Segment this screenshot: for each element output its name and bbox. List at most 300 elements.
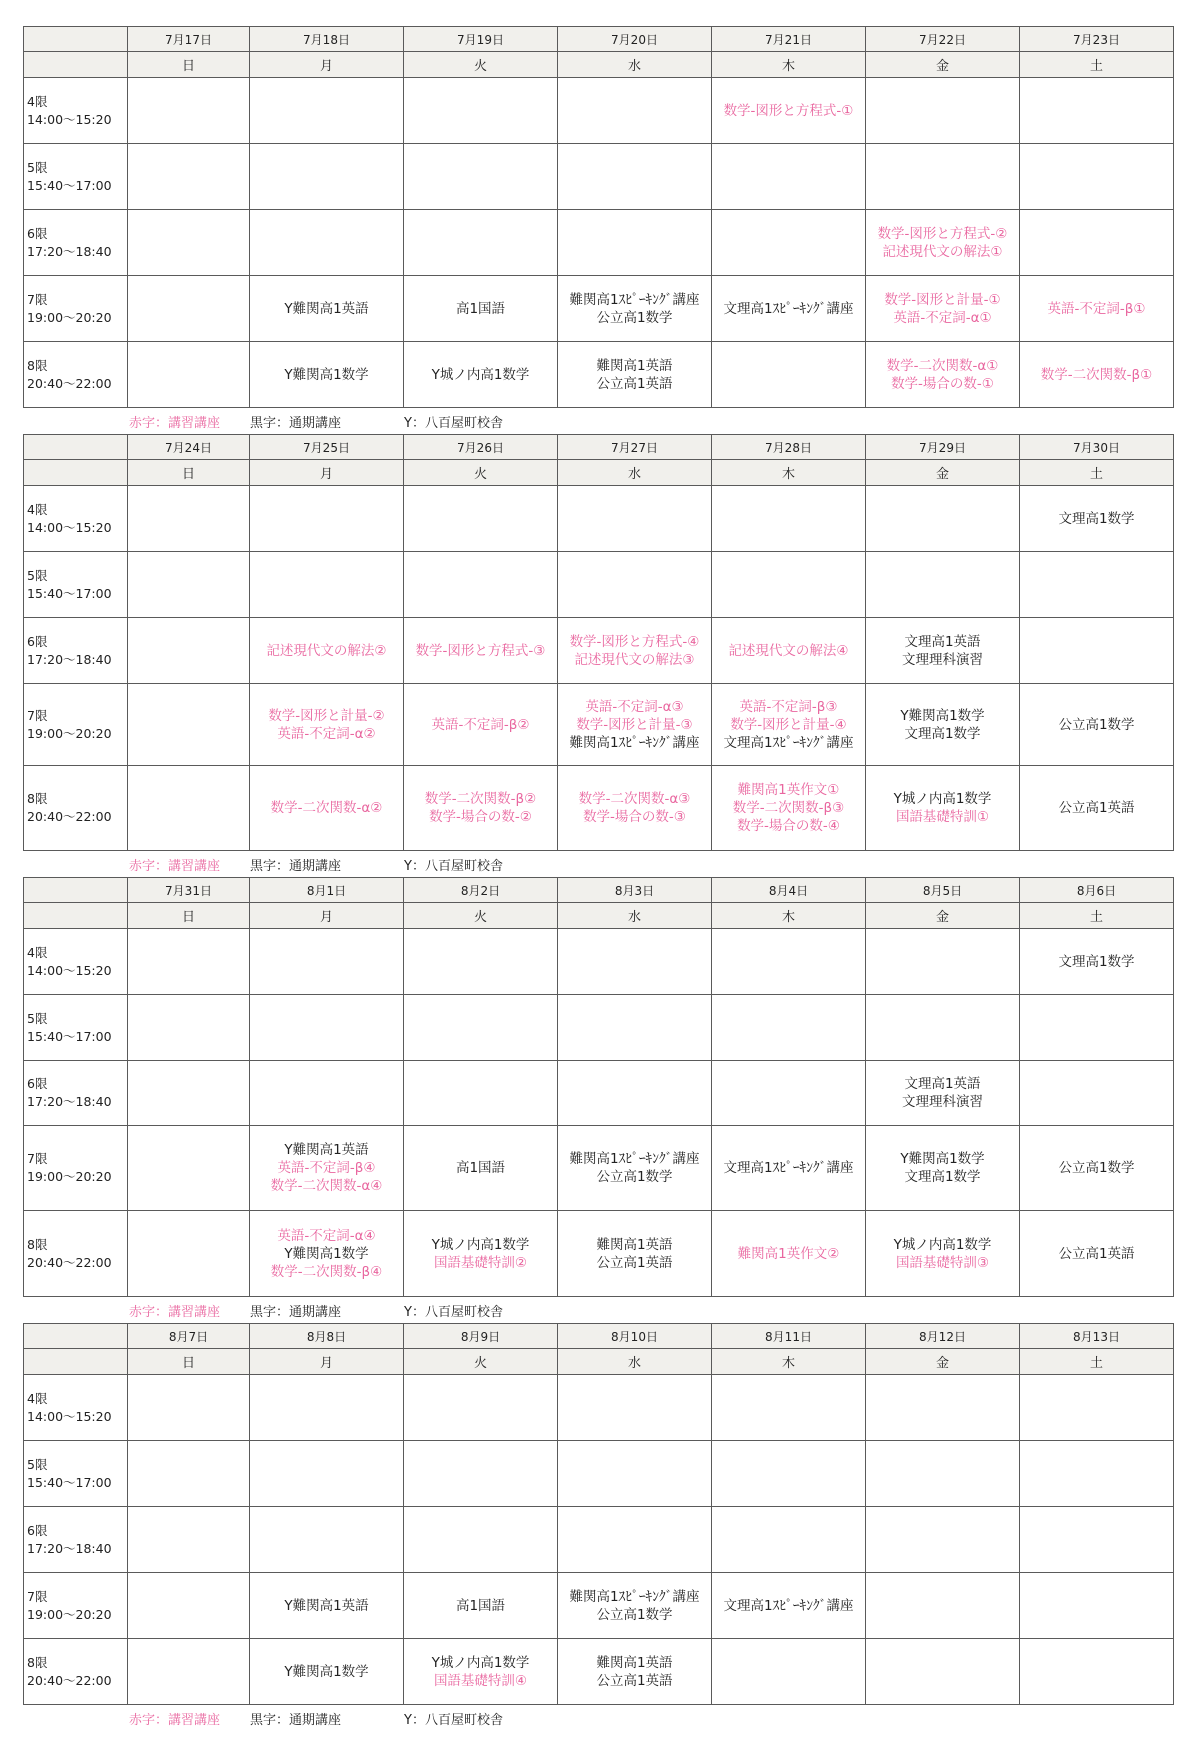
period-row [24, 552, 1174, 618]
period-row [24, 995, 1174, 1061]
schedule-cell [404, 276, 558, 342]
regular-course-entry: 文理高1数学 [904, 725, 981, 742]
lecture-course-entry: 難関高1英作文① [737, 782, 840, 798]
schedule-cell [404, 1211, 558, 1297]
schedule-cell [250, 552, 404, 618]
legend-red-text: 赤字：講習講座 [129, 1713, 221, 1728]
weekday-header: 火 [404, 460, 558, 486]
period-time: 17:20～18:40 [27, 243, 112, 259]
legend-campus: Y：八百屋町校舎 [404, 859, 503, 874]
schedule-cell [1020, 766, 1174, 851]
regular-course-entry: 難関高1英語 [596, 1654, 673, 1671]
date-header-row [24, 27, 1174, 52]
schedule-cell [1020, 144, 1174, 210]
weekday-header: 日 [128, 1349, 250, 1375]
lecture-course-entry: 記述現代文の解法④ [728, 642, 849, 659]
period-name: 4限 [27, 501, 48, 517]
date-header: 7月24日 [128, 435, 250, 460]
weekday-header: 金 [866, 460, 1020, 486]
regular-course-entry: Y城ノ内高1数学 [893, 1236, 992, 1253]
period-time: 19:00～20:20 [27, 1606, 112, 1622]
legend [23, 851, 1173, 877]
regular-course-entry: 文理高1ｽﾋﾟｰｷﾝｸﾞ講座 [723, 1597, 854, 1614]
weekday-header: 火 [404, 903, 558, 929]
period-name: 4限 [27, 1390, 48, 1406]
schedule-cell [866, 929, 1020, 995]
lecture-course-entry: 国語基礎特訓④ [433, 1672, 528, 1689]
regular-course-entry: Y城ノ内高1数学 [893, 791, 992, 807]
schedule-cell [558, 1061, 712, 1126]
schedule-cell [1020, 618, 1174, 684]
corner-cell [24, 52, 128, 78]
schedule-cell [250, 1639, 404, 1705]
schedule-cell [712, 1507, 866, 1573]
period-row [24, 210, 1174, 276]
regular-course-entry: 文理理科演習 [902, 651, 983, 668]
lecture-course-entry: 数学-二次関数-α④ [270, 1178, 383, 1194]
period-label [24, 1375, 128, 1441]
lecture-course-entry: 難関高1英作文② [737, 1245, 840, 1262]
period-label [24, 1441, 128, 1507]
schedule-cell [866, 552, 1020, 618]
schedule-cell [866, 766, 1020, 851]
schedule-cell [712, 1375, 866, 1441]
schedule-cell [558, 1507, 712, 1573]
lecture-course-entry: 数学-図形と計量-③ [576, 716, 693, 733]
schedule-cell [712, 486, 866, 552]
timetable-week-block [23, 26, 1173, 434]
schedule-cell [712, 929, 866, 995]
schedule-cell [712, 995, 866, 1061]
period-label [24, 552, 128, 618]
schedule-cell [712, 1211, 866, 1297]
date-header: 7月25日 [250, 435, 404, 460]
legend-black-text: 黒字：通期講座 [250, 859, 342, 874]
regular-course-entry: 高1国語 [455, 300, 506, 317]
schedule-cell [1020, 1573, 1174, 1639]
schedule-cell [1020, 1126, 1174, 1211]
weekday-header: 金 [866, 1349, 1020, 1375]
regular-course-entry: Y難関高1数学 [284, 1663, 369, 1680]
period-label [24, 1507, 128, 1573]
schedule-cell [1020, 929, 1174, 995]
schedule-cell [128, 1211, 250, 1297]
date-header: 8月10日 [558, 1324, 712, 1349]
timetable-week-block [23, 1323, 1173, 1731]
schedule-cell [558, 486, 712, 552]
corner-cell [24, 1324, 128, 1349]
schedule-cell [128, 342, 250, 408]
schedule-cell [404, 1441, 558, 1507]
regular-course-entry: 公立高1数学 [596, 1169, 673, 1185]
period-time: 19:00～20:20 [27, 309, 112, 325]
schedule-cell [404, 618, 558, 684]
schedule-cell [250, 684, 404, 766]
regular-course-entry: 高1国語 [455, 1597, 506, 1614]
schedule-cell [866, 1211, 1020, 1297]
schedule-cell [404, 210, 558, 276]
schedule-cell [128, 1061, 250, 1126]
schedule-cell [866, 486, 1020, 552]
schedule-cell [1020, 342, 1174, 408]
schedule-cell [128, 766, 250, 851]
period-time: 15:40～17:00 [27, 177, 112, 193]
regular-course-entry: 公立高1英語 [596, 375, 673, 392]
schedule-cell [404, 1126, 558, 1211]
weekday-header: 土 [1020, 52, 1174, 78]
schedule-cell [128, 995, 250, 1061]
regular-course-entry: 文理高1ｽﾋﾟｰｷﾝｸﾞ講座 [723, 1160, 854, 1176]
period-row [24, 618, 1174, 684]
lecture-course-entry: 英語-不定詞-β② [431, 716, 530, 733]
schedule-cell [250, 1507, 404, 1573]
lecture-course-entry: 数学-二次関数-α① [886, 357, 999, 374]
schedule-cell [250, 929, 404, 995]
period-row [24, 1507, 1174, 1573]
weekday-header: 土 [1020, 903, 1174, 929]
schedule-cell [558, 1211, 712, 1297]
regular-course-entry: Y難関高1数学 [284, 1245, 369, 1262]
period-row [24, 1573, 1174, 1639]
regular-course-entry: 公立高1数学 [1058, 1160, 1135, 1176]
legend [23, 408, 1173, 434]
schedule-cell [404, 78, 558, 144]
schedule-cell [250, 276, 404, 342]
period-name: 8限 [27, 791, 48, 806]
schedule-cell [866, 1507, 1020, 1573]
schedule-cell [404, 684, 558, 766]
schedule-cell [250, 766, 404, 851]
schedule-cell [250, 342, 404, 408]
schedule-cell [404, 1507, 558, 1573]
lecture-course-entry: 数学-場合の数-④ [737, 818, 840, 834]
schedule-cell [866, 144, 1020, 210]
date-header: 8月5日 [866, 878, 1020, 903]
period-label [24, 144, 128, 210]
schedule-cell [558, 618, 712, 684]
lecture-course-entry: 数学-図形と計量-② [268, 707, 385, 724]
weekday-header: 水 [558, 1349, 712, 1375]
period-label [24, 1126, 128, 1211]
regular-course-entry: 難関高1ｽﾋﾟｰｷﾝｸﾞ講座 [569, 291, 700, 308]
period-time: 14:00～15:20 [27, 962, 112, 978]
lecture-course-entry: 数学-図形と計量-① [884, 291, 1001, 308]
weekday-header: 日 [128, 460, 250, 486]
regular-course-entry: Y難関高1数学 [900, 1151, 985, 1167]
lecture-course-entry: 数学-二次関数-β① [1040, 366, 1153, 383]
weekday-header-row [24, 903, 1174, 929]
period-row [24, 1441, 1174, 1507]
schedule-cell [404, 1639, 558, 1705]
schedule-cell [866, 342, 1020, 408]
schedule-cell [712, 210, 866, 276]
legend-black-text: 黒字：通期講座 [250, 416, 342, 431]
date-header-row [24, 435, 1174, 460]
lecture-course-entry: 数学-図形と計量-④ [730, 716, 847, 733]
schedule-cell [1020, 684, 1174, 766]
date-header: 8月4日 [712, 878, 866, 903]
date-header: 8月7日 [128, 1324, 250, 1349]
schedule-cell [866, 276, 1020, 342]
weekday-header: 木 [712, 460, 866, 486]
schedule-cell [250, 144, 404, 210]
period-name: 5限 [27, 1456, 48, 1472]
schedule-cell [128, 1507, 250, 1573]
timetable-week-block [23, 877, 1173, 1323]
schedule-cell [712, 144, 866, 210]
schedule-cell [712, 78, 866, 144]
schedule-cell [404, 995, 558, 1061]
period-name: 6限 [27, 633, 48, 649]
schedule-cell [128, 684, 250, 766]
regular-course-entry: 公立高1数学 [596, 1606, 673, 1623]
schedule-cell [558, 78, 712, 144]
regular-course-entry: 公立高1英語 [596, 1254, 673, 1271]
schedule-cell [1020, 1639, 1174, 1705]
schedule-cell [404, 486, 558, 552]
schedule-cell [1020, 995, 1174, 1061]
lecture-course-entry: 記述現代文の解法① [882, 243, 1003, 260]
schedule-cell [712, 1061, 866, 1126]
schedule-cell [712, 1126, 866, 1211]
period-row [24, 144, 1174, 210]
period-name: 8限 [27, 357, 48, 373]
schedule-cell [128, 210, 250, 276]
schedule-cell [1020, 1061, 1174, 1126]
schedule-cell [558, 1126, 712, 1211]
schedule-cell [1020, 486, 1174, 552]
period-label [24, 210, 128, 276]
regular-course-entry: Y城ノ内高1数学 [431, 1236, 530, 1253]
period-name: 4限 [27, 93, 48, 109]
regular-course-entry: Y難関高1数学 [900, 707, 985, 724]
schedule-cell [712, 1639, 866, 1705]
regular-course-entry: Y城ノ内高1数学 [431, 1654, 530, 1671]
schedule-cell [128, 552, 250, 618]
period-row [24, 684, 1174, 766]
schedule-cell [712, 1441, 866, 1507]
regular-course-entry: 難関高1ｽﾋﾟｰｷﾝｸﾞ講座 [569, 734, 700, 751]
period-name: 6限 [27, 225, 48, 241]
period-label [24, 1061, 128, 1126]
period-label [24, 929, 128, 995]
schedule-cell [128, 618, 250, 684]
legend-campus: Y：八百屋町校舎 [404, 1713, 503, 1728]
regular-course-entry: 難関高1英語 [596, 1236, 673, 1253]
lecture-course-entry: 英語-不定詞-α② [277, 725, 376, 742]
period-label [24, 684, 128, 766]
period-name: 7限 [27, 291, 48, 307]
period-time: 20:40～22:00 [27, 1672, 112, 1688]
period-row [24, 342, 1174, 408]
regular-course-entry: Y難関高1英語 [284, 300, 369, 317]
schedule-cell [866, 1441, 1020, 1507]
weekday-header: 日 [128, 903, 250, 929]
schedule-cell [250, 78, 404, 144]
period-time: 14:00～15:20 [27, 519, 112, 535]
period-name: 7限 [27, 1588, 48, 1604]
period-label [24, 486, 128, 552]
schedule-cell [128, 1441, 250, 1507]
weekday-header: 木 [712, 903, 866, 929]
weekday-header: 月 [250, 903, 404, 929]
schedule-cell [558, 1639, 712, 1705]
schedule-cell [712, 618, 866, 684]
date-header: 7月17日 [128, 27, 250, 52]
schedule-cell [128, 1126, 250, 1211]
schedule-table [23, 434, 1174, 851]
weekday-header: 木 [712, 1349, 866, 1375]
lecture-course-entry: 記述現代文の解法② [266, 642, 387, 659]
schedule-cell [558, 552, 712, 618]
schedule-cell [128, 276, 250, 342]
lecture-course-entry: 数学-二次関数-α② [270, 800, 383, 816]
period-time: 19:00～20:20 [27, 725, 112, 741]
lecture-course-entry: 記述現代文の解法③ [574, 651, 695, 668]
date-header: 8月1日 [250, 878, 404, 903]
weekday-header: 月 [250, 1349, 404, 1375]
schedule-cell [404, 1573, 558, 1639]
legend-red-text: 赤字：講習講座 [129, 859, 221, 874]
period-name: 5限 [27, 1010, 48, 1026]
period-name: 7限 [27, 1151, 48, 1166]
schedule-cell [250, 1441, 404, 1507]
summer-timetable [23, 26, 1173, 1731]
legend-campus: Y：八百屋町校舎 [404, 416, 503, 431]
weekday-header: 金 [866, 903, 1020, 929]
regular-course-entry: 難関高1ｽﾋﾟｰｷﾝｸﾞ講座 [569, 1151, 700, 1167]
schedule-cell [128, 929, 250, 995]
period-label [24, 766, 128, 851]
schedule-cell [250, 1061, 404, 1126]
date-header-row [24, 1324, 1174, 1349]
period-row [24, 1639, 1174, 1705]
date-header: 7月22日 [866, 27, 1020, 52]
schedule-table [23, 26, 1174, 408]
date-header: 8月8日 [250, 1324, 404, 1349]
regular-course-entry: 文理高1数学 [1058, 510, 1135, 527]
schedule-cell [558, 210, 712, 276]
schedule-cell [128, 1573, 250, 1639]
regular-course-entry: 文理高1ｽﾋﾟｰｷﾝｸﾞ講座 [723, 734, 854, 751]
period-row [24, 766, 1174, 851]
weekday-header-row [24, 460, 1174, 486]
lecture-course-entry: 数学-二次関数-α③ [578, 791, 691, 807]
schedule-cell [712, 1573, 866, 1639]
schedule-cell [128, 1375, 250, 1441]
period-time: 20:40～22:00 [27, 375, 112, 391]
weekday-header: 日 [128, 52, 250, 78]
lecture-course-entry: 数学-二次関数-β④ [270, 1263, 383, 1280]
lecture-course-entry: 数学-二次関数-β② [424, 791, 537, 807]
period-name: 7限 [27, 707, 48, 723]
schedule-cell [250, 486, 404, 552]
schedule-cell [866, 995, 1020, 1061]
period-name: 8限 [27, 1236, 48, 1252]
period-row [24, 78, 1174, 144]
regular-course-entry: 公立高1数学 [596, 309, 673, 326]
date-header: 8月13日 [1020, 1324, 1174, 1349]
lecture-course-entry: 数学-図形と方程式-② [877, 225, 1008, 242]
schedule-cell [866, 684, 1020, 766]
corner-cell [24, 27, 128, 52]
date-header: 7月20日 [558, 27, 712, 52]
weekday-header: 木 [712, 52, 866, 78]
lecture-course-entry: 国語基礎特訓③ [895, 1254, 990, 1271]
corner-cell [24, 903, 128, 929]
schedule-cell [128, 486, 250, 552]
regular-course-entry: 公立高1英語 [1058, 800, 1135, 816]
schedule-cell [404, 552, 558, 618]
legend-red-text: 赤字：講習講座 [129, 1305, 221, 1320]
lecture-course-entry: 英語-不定詞-α③ [585, 698, 684, 715]
schedule-cell [558, 342, 712, 408]
schedule-cell [250, 1126, 404, 1211]
schedule-cell [558, 995, 712, 1061]
schedule-cell [866, 210, 1020, 276]
date-header: 8月6日 [1020, 878, 1174, 903]
period-label [24, 995, 128, 1061]
date-header: 7月19日 [404, 27, 558, 52]
date-header: 7月29日 [866, 435, 1020, 460]
period-time: 15:40～17:00 [27, 1474, 112, 1490]
schedule-cell [404, 929, 558, 995]
date-header: 7月23日 [1020, 27, 1174, 52]
schedule-cell [128, 78, 250, 144]
period-time: 19:00～20:20 [27, 1169, 112, 1184]
period-time: 15:40～17:00 [27, 585, 112, 601]
corner-cell [24, 435, 128, 460]
schedule-cell [558, 144, 712, 210]
schedule-cell [866, 1061, 1020, 1126]
corner-cell [24, 1349, 128, 1375]
schedule-cell [558, 1573, 712, 1639]
schedule-cell [404, 1061, 558, 1126]
date-header: 8月11日 [712, 1324, 866, 1349]
regular-course-entry: 文理高1数学 [904, 1169, 981, 1185]
period-label [24, 342, 128, 408]
schedule-cell [558, 1375, 712, 1441]
schedule-cell [1020, 1211, 1174, 1297]
period-row [24, 1061, 1174, 1126]
weekday-header: 月 [250, 52, 404, 78]
date-header: 7月21日 [712, 27, 866, 52]
schedule-cell [558, 1441, 712, 1507]
lecture-course-entry: 数学-図形と方程式-③ [415, 642, 546, 659]
regular-course-entry: 難関高1ｽﾋﾟｰｷﾝｸﾞ講座 [569, 1588, 700, 1605]
regular-course-entry: 公立高1英語 [596, 1672, 673, 1689]
schedule-cell [866, 1639, 1020, 1705]
schedule-cell [866, 1126, 1020, 1211]
period-time: 20:40～22:00 [27, 1254, 112, 1270]
schedule-table [23, 877, 1174, 1297]
schedule-cell [1020, 552, 1174, 618]
period-time: 15:40～17:00 [27, 1028, 112, 1044]
schedule-cell [712, 766, 866, 851]
schedule-cell [866, 1375, 1020, 1441]
weekday-header: 火 [404, 52, 558, 78]
period-time: 17:20～18:40 [27, 651, 112, 667]
weekday-header: 水 [558, 460, 712, 486]
schedule-cell [250, 1211, 404, 1297]
schedule-cell [866, 618, 1020, 684]
period-row [24, 1126, 1174, 1211]
schedule-cell [1020, 276, 1174, 342]
regular-course-entry: 文理高1数学 [1058, 953, 1135, 970]
lecture-course-entry: 英語-不定詞-β① [1047, 300, 1146, 317]
schedule-table [23, 1323, 1174, 1705]
schedule-cell [558, 684, 712, 766]
